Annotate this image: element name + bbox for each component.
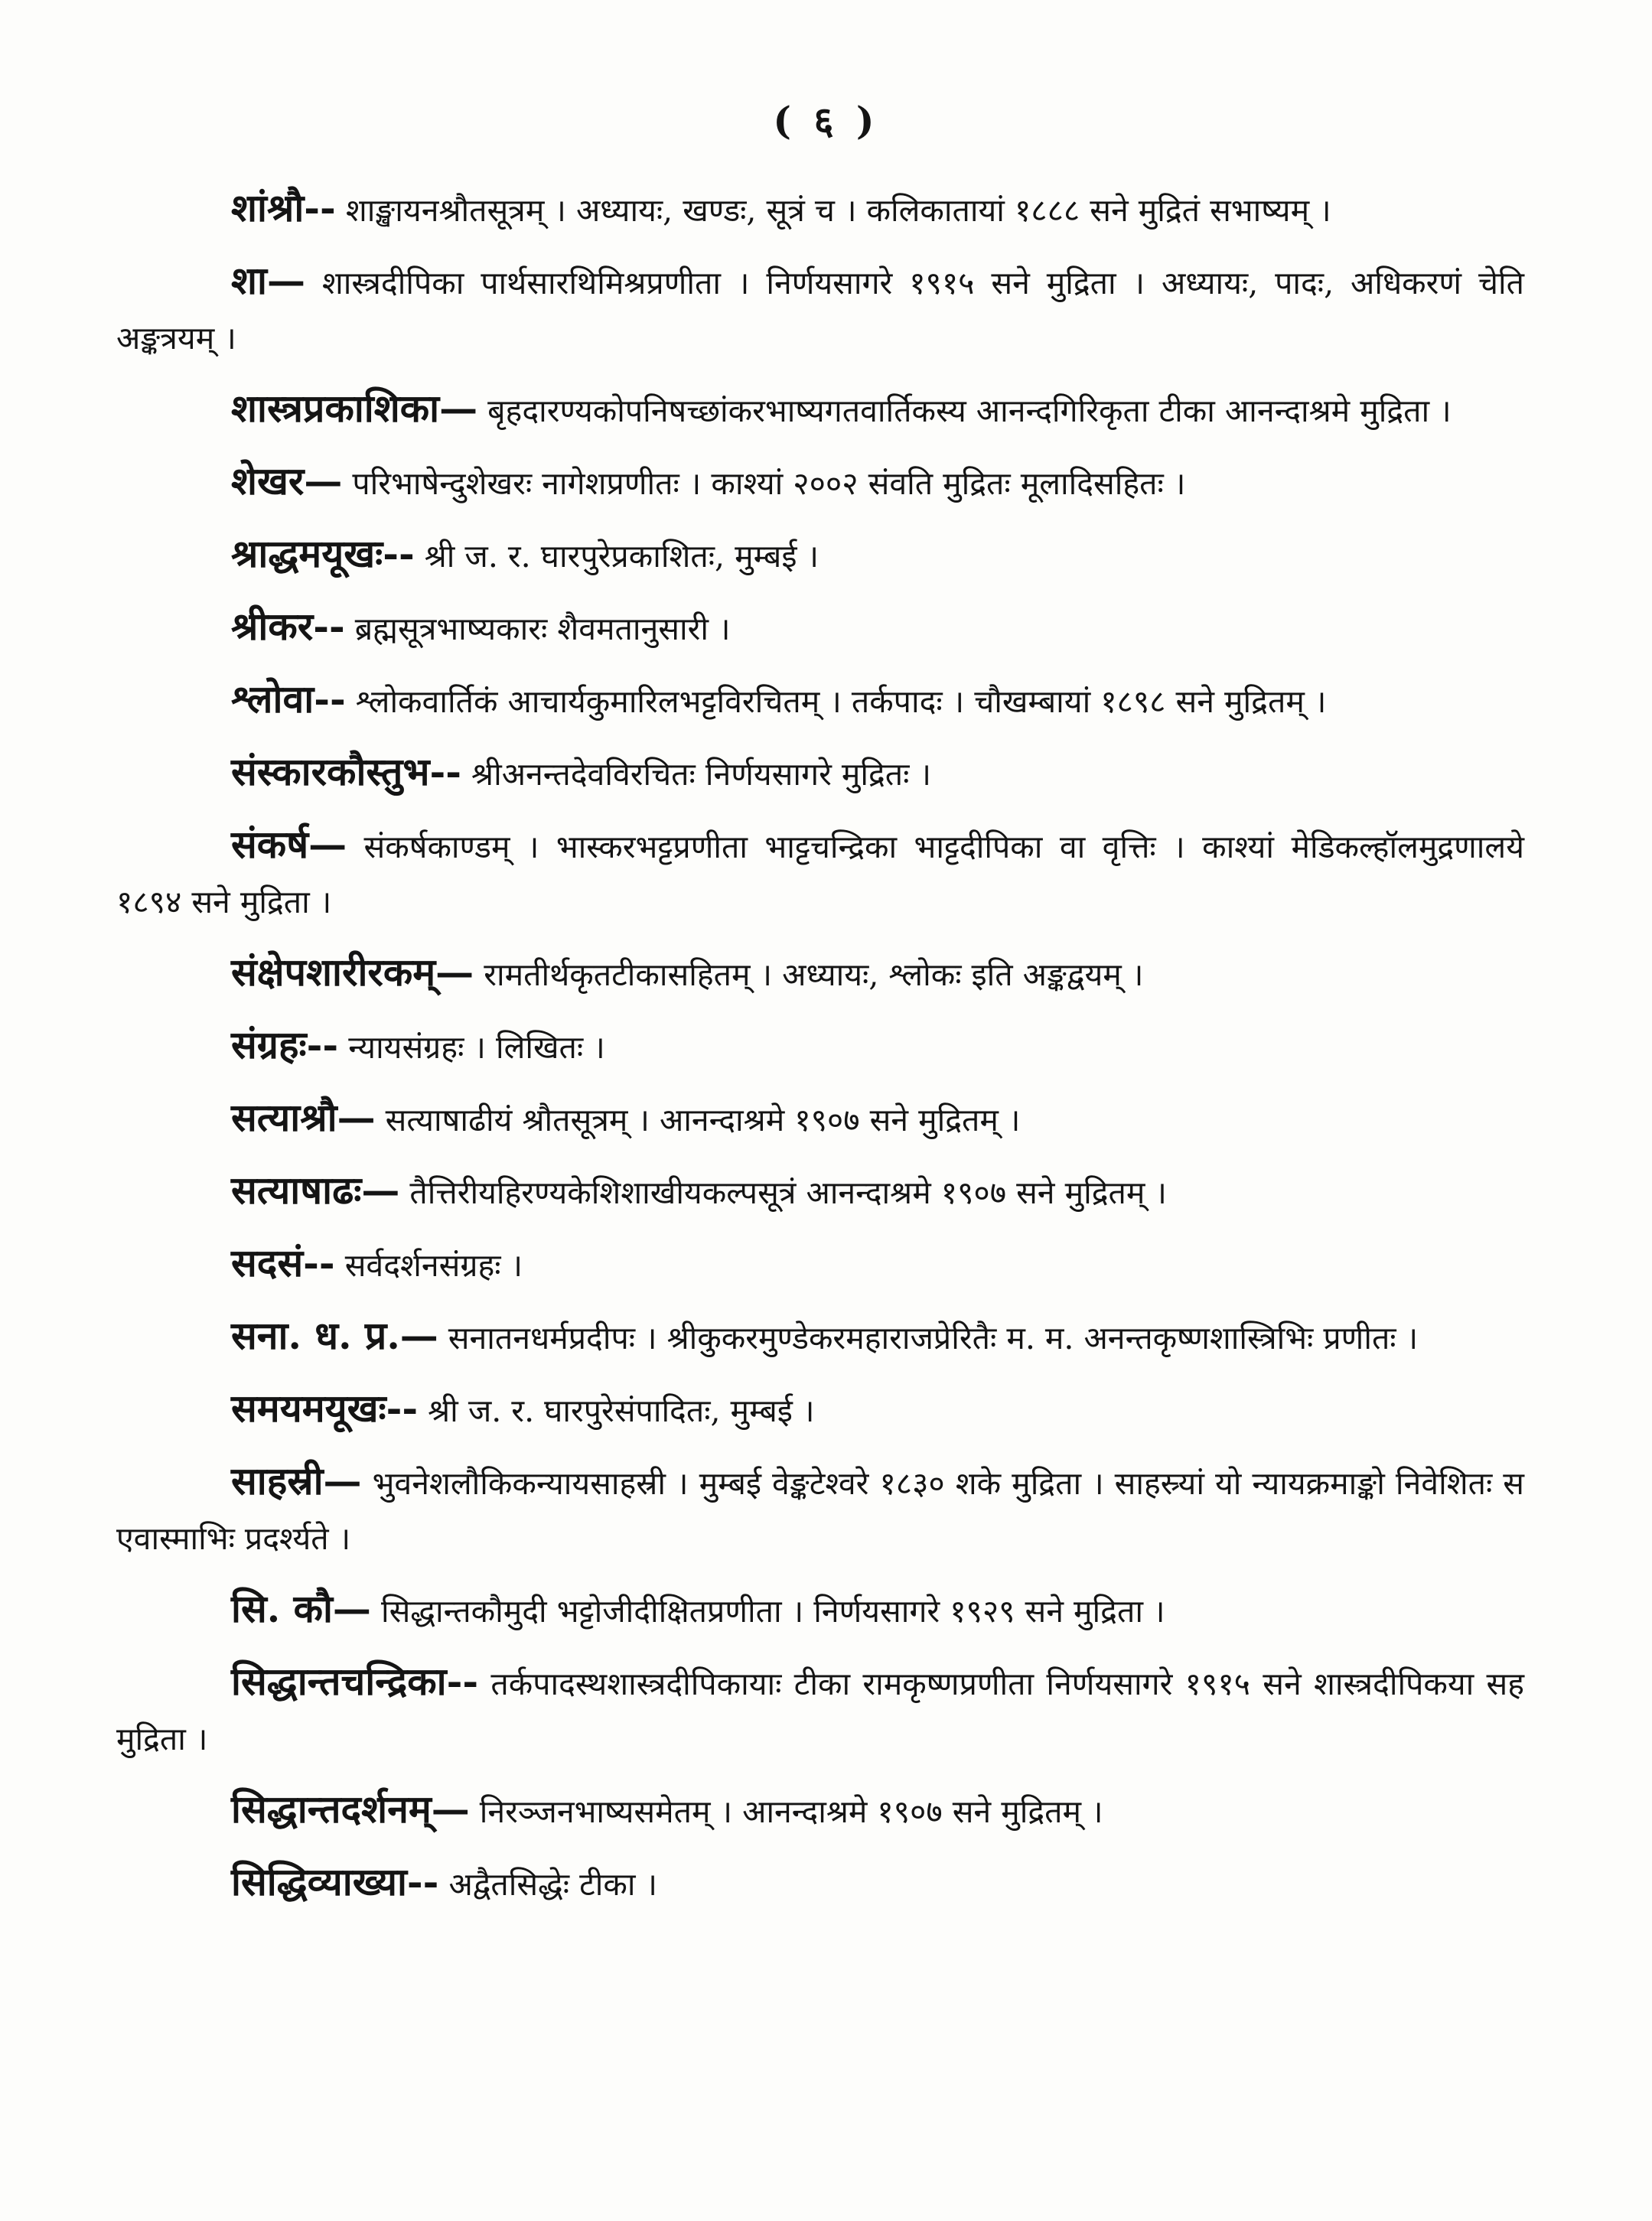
entry-term: शांश्रौ-- [231,185,336,230]
abbreviation-list [116,181,1524,1927]
list-item [116,1855,1524,1912]
list-item [116,181,1524,238]
entry-term: सत्याश्रौ— [231,1095,376,1140]
entry-term: श्राद्धमयूखः-- [231,531,415,576]
entry-term: संस्कारकौस्तुभ-- [231,749,462,794]
entry-description: संकर्षकाण्डम् । भास्करभट्टप्रणीता भाट्टचन्द्रिका भाट्टदीपिका वा वृत्तिः । काश्यां मेडिकल्हॉलमुद्रणालये १८९४ सने मुद्रिता । [116,829,1524,920]
list-item [116,454,1524,511]
entry-term: संकर्ष— [231,822,347,867]
entry-description: ब्रह्मसूत्रभाष्यकारः शैवमतानुसारी । [344,611,731,647]
entry-term: संक्षेपशारीरकम्— [231,949,474,995]
entry-term: समयमयूखः-- [231,1386,419,1431]
entry-term: सिद्धिव्याख्या-- [231,1859,439,1904]
entry-description: श्री ज. र. घारपुरेसंपादितः, मुम्बई । [418,1392,815,1429]
entry-term: सिद्धान्तचन्द्रिका-- [231,1659,479,1704]
list-item [116,945,1524,1002]
entry-term: संग्रहः-- [231,1022,339,1067]
list-item [116,1236,1524,1293]
entry-description: सत्याषाढीयं श्रौतसूत्रम् । आनन्दाश्रमे १९०७ सने मुद्रितम् । [375,1102,1021,1138]
entry-description: परिभाषेन्दुशेखरः नागेशप्रणीतः । काश्यां २००२ संवति मुद्रितः मूलादिसहितः । [342,465,1186,502]
entry-description: तैत्तिरीयहिरण्यकेशिशाखीयकल्पसूत्रं आनन्दाश्रमे १९०७ सने मुद्रितम् । [399,1174,1167,1211]
list-item [116,526,1524,584]
entry-term: श्रीकर-- [231,604,345,649]
entry-description: न्यायसंग्रहः । लिखितः । [338,1029,605,1066]
list-item [116,1018,1524,1075]
list-item [116,1581,1524,1639]
entry-description: श्री ज. र. घारपुरेप्रकाशितः, मुम्बई । [414,538,819,575]
entry-description: श्लोकवार्तिकं आचार्यकुमारिलभट्टविरचितम् । तर्कपादः । चौखम्बायां १८९८ सने मुद्रितम् । [345,683,1327,720]
entry-description: श्रीअनन्तदेवविरचितः निर्णयसागरे मुद्रितः । [461,756,932,793]
list-item [116,817,1524,930]
entry-term: शा— [231,258,305,303]
entry-term: सिद्धान्तदर्शनम्— [231,1786,470,1832]
entry-description: सिद्धान्तकौमुदी भट्टोजीदीक्षितप्रणीता । निर्णयसागरे १९२९ सने मुद्रिता । [370,1593,1165,1630]
entry-term: शेखर— [231,458,343,503]
list-item [116,672,1524,729]
list-item [116,1782,1524,1839]
list-item [116,1308,1524,1366]
list-item [116,1381,1524,1438]
entry-term: सना. ध. प्र.— [231,1313,438,1358]
page-number: ( ६ ) [773,98,879,143]
entry-term: सत्याषाढः— [231,1167,400,1213]
list-item [116,381,1524,438]
entry-description: तर्कपादस्थशास्त्रदीपिकायाः टीका रामकृष्णप्रणीता निर्णयसागरे १९१५ सने शास्त्रदीपिकया सह मुद्रिता । [116,1666,1524,1757]
entry-description: रामतीर्थकृतटीकासहितम् । अध्यायः, श्लोकः इति अङ्कद्वयम् । [474,956,1144,993]
list-item [116,1090,1524,1148]
entry-term: शास्त्रप्रकाशिका— [231,386,478,431]
entry-description: भुवनेशलौकिकन्यायसाहस्री । मुम्बई वेङ्कटेश्वरे १८३० शके मुद्रिता । साहस्र्यां यो न्यायक्रमाङ्को निवेशितः स एवास्माभिः प्रदर्श्यते । [116,1465,1524,1557]
entry-description: शास्त्रदीपिका पार्थसारथिमिश्रप्रणीता । निर्णयसागरे १९१५ सने मुद्रिता । अध्यायः, पादः, अधिकरणं चेति अङ्कत्रयम् । [116,265,1524,357]
entry-term: श्लोवा-- [231,676,346,721]
entry-term: साहस्री— [231,1458,362,1503]
list-item [116,1163,1524,1220]
list-item [116,744,1524,802]
entry-description: सनातनधर्मप्रदीपः । श्रीकुकरमुण्डेकरमहाराजप्रेरितैः म. म. अनन्तकृष्णशास्त्रिभिः प्रणीतः । [438,1320,1419,1356]
list-item [116,253,1524,366]
list-item [116,1454,1524,1566]
entry-description: अद्वैतसिद्धेः टीका । [438,1866,658,1903]
entry-description: निरञ्जनभाष्यसमेतम् । आनन्दाश्रमे १९०७ सने मुद्रितम् । [469,1793,1103,1830]
entry-description: बृहदारण्यकोपनिषच्छांकरभाष्यगतवार्तिकस्य आनन्दगिरिकृता टीका आनन्दाश्रमे मुद्रिता । [477,392,1452,429]
entry-description: शाङ्खायनश्रौतसूत्रम् । अध्यायः, खण्डः, सूत्रं च । कलिकातायां १८८८ सने मुद्रितं सभाष्यम् । [335,192,1331,229]
entry-term: सि. कौ— [231,1586,371,1631]
entry-term: सदसं-- [231,1240,335,1285]
list-item [116,599,1524,656]
list-item [116,1654,1524,1767]
entry-description: सर्वदर्शनसंग्रहः । [334,1247,523,1284]
